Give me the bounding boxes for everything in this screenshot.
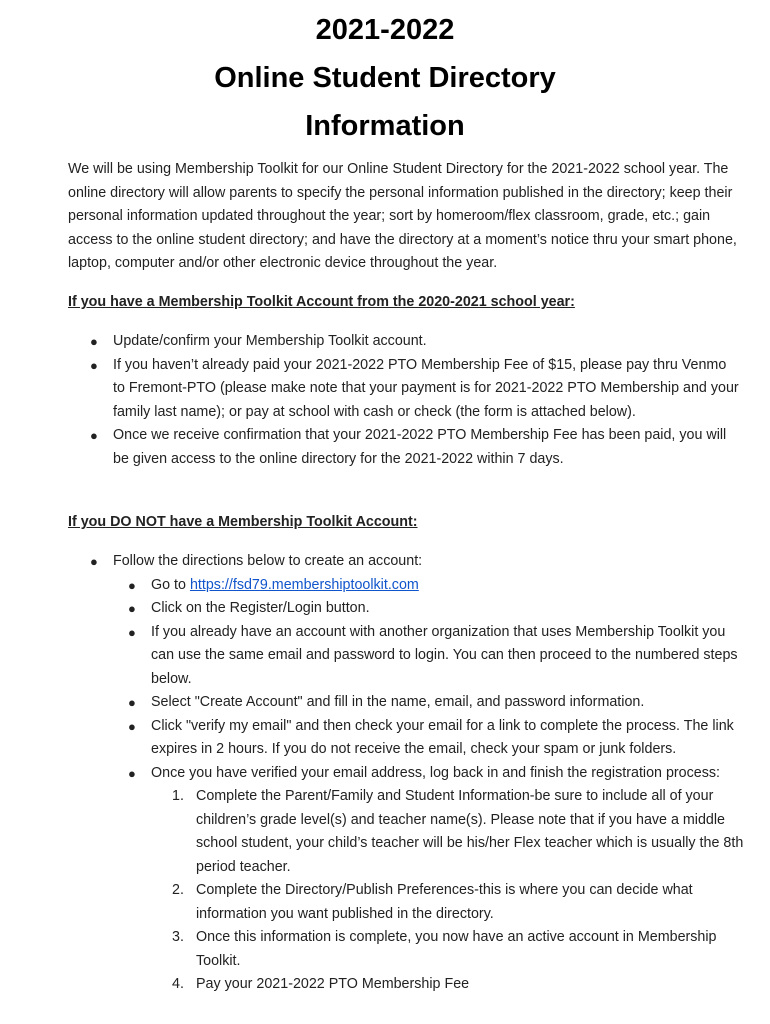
numbered-step — [0, 879, 751, 926]
bullet-icon: ● — [128, 624, 136, 640]
numbered-step — [0, 926, 751, 973]
list-item — [0, 424, 740, 471]
section2-heading: If you DO NOT have a Membership Toolkit Account: — [68, 514, 418, 530]
sub-list-item — [0, 621, 746, 692]
bullet-icon: ● — [128, 695, 136, 710]
sub-list-item-text: Click "verify my email" and then check your email for a link to complete the process. The link expires in 2 hours. If you do not receive the email, check your spam or junk folders. — [151, 717, 734, 757]
section2-list — [0, 550, 770, 997]
sub-list-item-text: If you already have an account with another organization that uses Membership Toolkit you can use the same email and password to login. You can then proceed to the numbered steps below. — [151, 623, 738, 687]
sub-list-item-goto — [0, 574, 746, 598]
list-item-text: If you haven’t already paid your 2021-2022 PTO Membership Fee of $15, please pay thru Venmo to Fremont-PTO (please make note that your payment is for 2021-2022 PTO Membership and your family last name); or pay at school with cash or check (the form is attached below). — [113, 356, 739, 420]
step-text: Once this information is complete, you now have an active account in Membership Toolkit. — [196, 929, 717, 969]
list-item — [0, 354, 740, 425]
step-number: 1. — [172, 788, 184, 804]
step-number: 3. — [172, 929, 184, 945]
list-item-text: Follow the directions below to create an account: — [113, 553, 423, 569]
bullet-icon: ● — [128, 765, 136, 781]
bullet-icon: ● — [90, 357, 98, 373]
goto-prefix: Go to — [151, 576, 190, 593]
sub-list-item — [0, 715, 746, 762]
list-item — [0, 330, 740, 354]
numbered-step — [0, 973, 751, 997]
bullet-icon: ● — [128, 718, 136, 734]
list-item — [0, 550, 740, 574]
title-sub: Information — [305, 110, 465, 142]
intro-paragraph: We will be using Membership Toolkit for our Online Student Directory for the 2021-2022 school year. The online directory will allow parents to specify the personal information published in the directory; keep their personal information updated throughout the year; sort by homeroom/flex classroom, grade, etc.; gain access to the online student directory; and have the directory at a moment’s notice thru your smart phone, laptop, computer and/or other electronic device throughout the year. — [68, 161, 737, 271]
step-text: Complete the Parent/Family and Student Information-be sure to include all of your children’s grade level(s) and teacher name(s). Please note that if you have a middle school student, your child’s teacher will be his/her Flex teacher which is usually the 8th period teacher. — [196, 788, 744, 875]
title-year: 2021-2022 — [315, 14, 455, 46]
list-item-text: Update/confirm your Membership Toolkit account. — [113, 333, 427, 349]
sub-list-item-text: Select "Create Account" and fill in the name, email, and password information. — [151, 694, 645, 710]
list-item-text: Once we receive confirmation that your 2021-2022 PTO Membership Fee has been paid, you will be given access to the online directory for the 2021-2022 within 7 days. — [113, 427, 727, 467]
step-number: 4. — [172, 976, 184, 992]
title-main: Online Student Directory — [214, 62, 556, 94]
step-text: Complete the Directory/Publish Preferences-this is where you can decide what information you want published in the directory. — [196, 882, 693, 922]
bullet-icon: ● — [128, 577, 136, 593]
sub-list-item-text: Click on the Register/Login button. — [151, 600, 370, 616]
sub-list-item — [0, 691, 746, 715]
section1-heading: If you have a Membership Toolkit Account from the 2020-2021 school year: — [68, 294, 575, 310]
sub-list-item — [0, 597, 746, 621]
membership-toolkit-link[interactable]: https://fsd79.membershiptoolkit.com — [189, 576, 419, 593]
step-number: 2. — [172, 882, 184, 898]
sub-list-item — [0, 762, 746, 786]
numbered-step — [0, 785, 751, 879]
bullet-icon: ● — [90, 428, 98, 443]
bullet-icon: ● — [90, 554, 98, 569]
bullet-icon: ● — [128, 601, 136, 616]
bullet-icon: ● — [90, 334, 98, 349]
sub-list-item-text: Once you have verified your email address, log back in and finish the registration process: — [151, 764, 720, 781]
section1-list — [0, 330, 770, 471]
step-text: Pay your 2021-2022 PTO Membership Fee — [196, 976, 470, 992]
